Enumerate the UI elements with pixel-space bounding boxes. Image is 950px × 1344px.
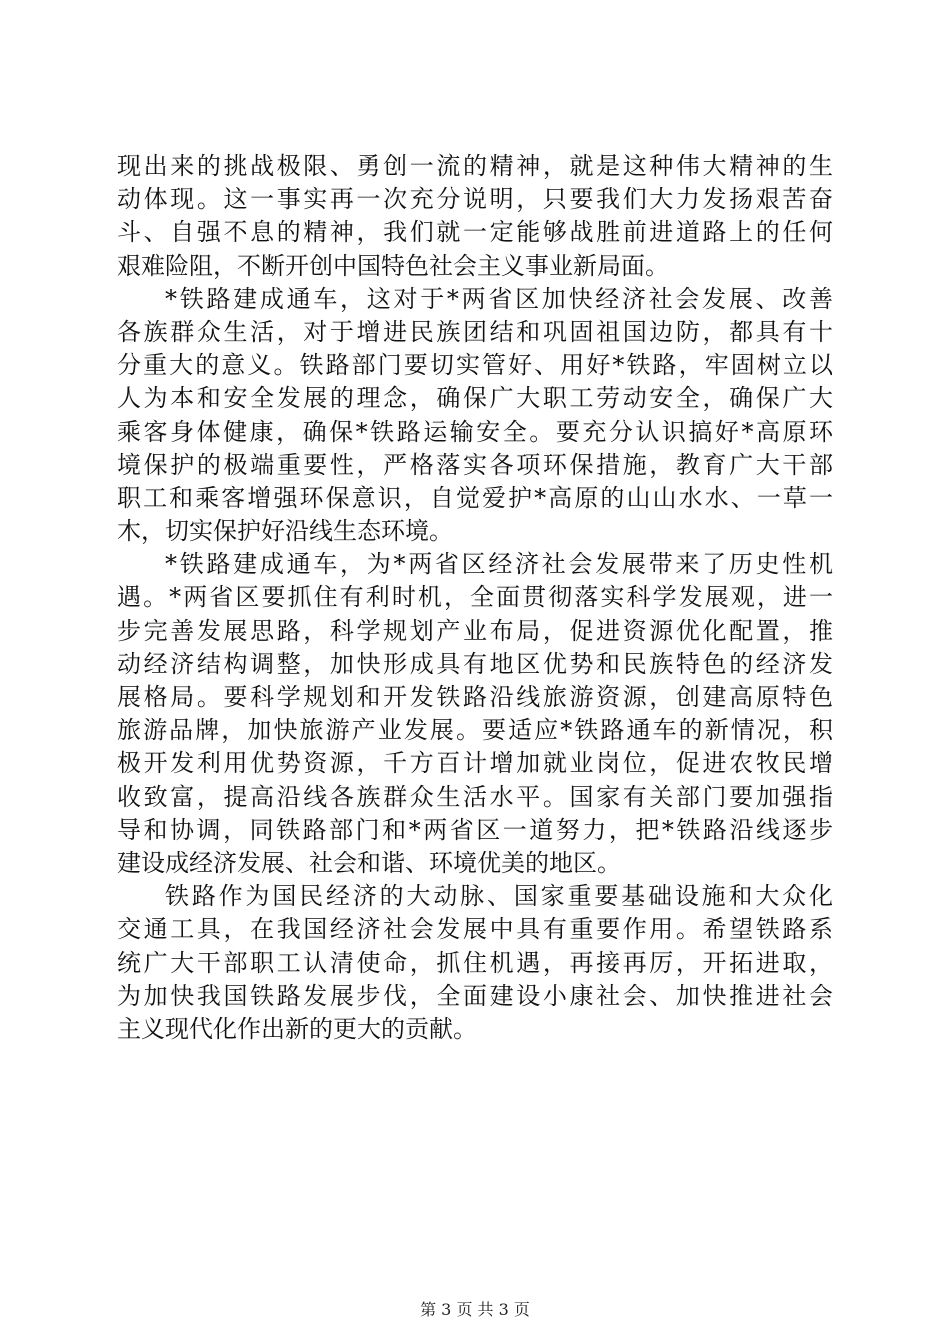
text-line: 境保护的极端重要性，严格落实各项环保措施，教育广大干部	[117, 450, 833, 479]
text-line: 木，切实保护好沿线生态环境。	[117, 517, 453, 546]
text-line: 职工和乘客增强环保意识，自觉爱护*高原的山山水水、一草一	[117, 483, 833, 512]
text-line: *铁路建成通车，为*两省区经济社会发展带来了历史性机	[165, 550, 833, 579]
text-line: 导和协调，同铁路部门和*两省区一道努力，把*铁路沿线逐步	[117, 815, 833, 844]
text-line: *铁路建成通车，这对于*两省区加快经济社会发展、改善	[165, 284, 833, 313]
text-line: 为加快我国铁路发展步伐，全面建设小康社会、加快推进社会	[117, 981, 833, 1010]
paragraph	[117, 548, 833, 880]
text-line: 铁路作为国民经济的大动脉、国家重要基础设施和大众化	[165, 882, 833, 911]
text-line: 旅游品牌，加快旅游产业发展。要适应*铁路通车的新情况，积	[117, 716, 833, 745]
text-line: 人为本和安全发展的理念，确保广大职工劳动安全，确保广大	[117, 384, 833, 413]
text-line: 现出来的挑战极限、勇创一流的精神，就是这种伟大精神的生	[117, 152, 833, 180]
text-line: 艰难险阻，不断开创中国特色社会主义事业新局面。	[117, 251, 669, 280]
text-line: 交通工具，在我国经济社会发展中具有重要作用。希望铁路系	[117, 915, 833, 944]
text-line: 统广大干部职工认清使命，抓住机遇，再接再厉，开拓进取，	[117, 948, 833, 977]
page-footer: 第 3 页 共 3 页	[420, 1300, 530, 1319]
text-line: 极开发利用优势资源，千方百计增加就业岗位，促进农牧民增	[117, 749, 833, 778]
text-line: 分重大的意义。铁路部门要切实管好、用好*铁路，牢固树立以	[117, 351, 833, 380]
document-body	[117, 150, 833, 1046]
text-line: 动经济结构调整，加快形成具有地区优势和民族特色的经济发	[117, 649, 833, 678]
text-line: 主义现代化作出新的更大的贡献。	[117, 1014, 477, 1043]
text-line: 各族群众生活，对于增进民族团结和巩固祖国边防，都具有十	[117, 317, 833, 346]
paragraph	[117, 880, 833, 1046]
text-line: 展格局。要科学规划和开发铁路沿线旅游资源，创建高原特色	[117, 683, 833, 711]
paragraph	[117, 283, 833, 549]
text-line: 建设成经济发展、社会和谐、环境优美的地区。	[117, 848, 621, 877]
text-line: 乘客身体健康，确保*铁路运输安全。要充分认识搞好*高原环	[117, 417, 833, 446]
text-line: 动体现。这一事实再一次充分说明，只要我们大力发扬艰苦奋	[117, 185, 833, 214]
text-line: 收致富，提高沿线各族群众生活水平。国家有关部门要加强指	[117, 782, 833, 811]
paragraph	[117, 150, 833, 283]
text-line: 斗、自强不息的精神，我们就一定能够战胜前进道路上的任何	[117, 218, 833, 247]
text-line: 遇。*两省区要抓住有利时机，全面贯彻落实科学发展观，进一	[117, 583, 833, 612]
text-line: 步完善发展思路，科学规划产业布局，促进资源优化配置，推	[117, 616, 833, 645]
